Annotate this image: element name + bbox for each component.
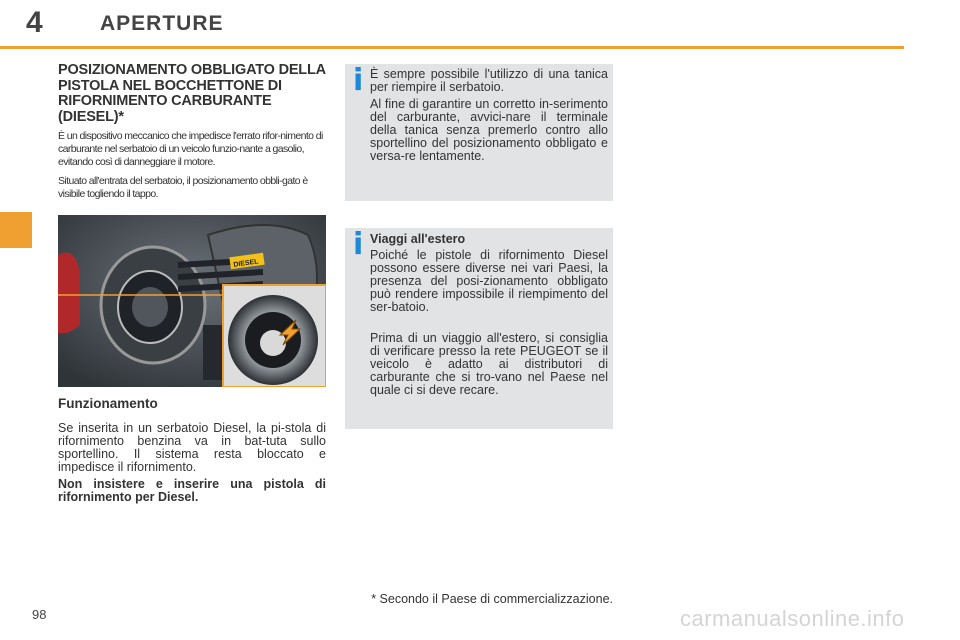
info-box-2-text-2: Prima di un viaggio all'estero, si consiglia di verificare presso la rete PEUGEOT se il veicolo è adatto ai distributori di carburante che si tro-vano nel Paese nel quale ci si deve recare.: [370, 331, 608, 397]
fuel-filler-photo: [58, 215, 326, 387]
operation-warning: Non insistere e inserire una pistola di rifornimento per Diesel.: [58, 477, 326, 504]
intro-paragraph-1: È un dispositivo meccanico che impedisce l'errato rifor-nimento di carburante nel serbatoio di un veicolo funzio-nante a gasolio, evitando così di danneggiare il motore.: [58, 130, 323, 168]
info-box-2-text-1: Poiché le pistole di rifornimento Diesel possono essere diverse nei vari Paesi, la presenza del posi-zionamento obbligato può rendere impossibile il riempimento del ser-batoio.: [370, 248, 608, 314]
chapter-title: APERTURE: [100, 12, 224, 35]
info-box-1-text-2: Al fine di garantire un corretto in-serimento del carburante, avvici-nare il terminale della tanica senza premerlo contro allo sportellino del posizionamento obbligato e versa-re lentamente.: [370, 97, 608, 163]
watermark: carmanualsonline.info: [680, 606, 905, 631]
info-box-1-text-1: È sempre possibile l'utilizzo di una tanica per riempire il serbatoio.: [370, 67, 608, 94]
info-box-canister: [345, 64, 613, 201]
diesel-label: DIESEL: [232, 258, 260, 269]
info-box-travel: [345, 228, 613, 429]
operation-text: Se inserita in un serbatoio Diesel, la pi-stola di rifornimento benzina va in bat-tuta sullo sportellino. Il sistema resta bloccato e impedisce il rifornimento.: [58, 421, 326, 474]
intro-paragraph-2: Situato all'entrata del serbatoio, il posizionamento obbli-gato è visibile togliendo il tappo.: [58, 175, 308, 200]
chapter-side-tab: [0, 212, 32, 248]
operation-title: Funzionamento: [58, 396, 158, 411]
fuel-filler-illustration: [58, 215, 326, 387]
footnote: * Secondo il Paese di commercializzazione.: [371, 592, 613, 606]
info-icon: i: [353, 63, 364, 98]
chapter-number: 4: [26, 6, 43, 39]
section-title: POSIZIONAMENTO OBBLIGATO DELLA PISTOLA NEL BOCCHETTONE DI RIFORNIMENTO CARBURANTE (DIESEL)*: [58, 62, 326, 125]
page-number: 98: [32, 607, 47, 622]
info-icon: i: [353, 227, 364, 262]
info-box-2-title: Viaggi all'estero: [370, 232, 466, 246]
header-divider: [0, 46, 904, 49]
